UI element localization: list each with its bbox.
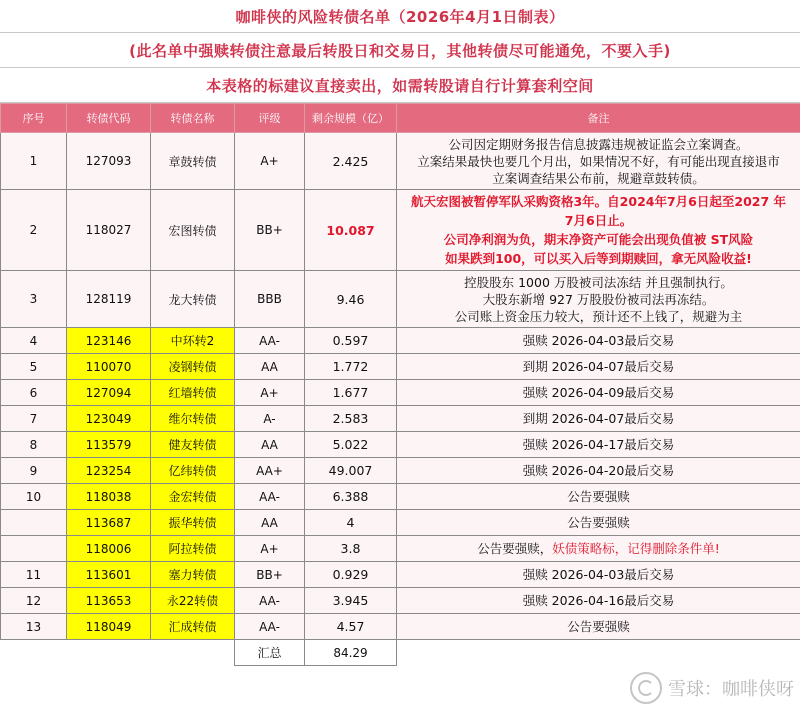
table-row	[1, 133, 800, 190]
cell-rating: A+	[235, 133, 305, 190]
summary-row	[1, 640, 800, 666]
bond-table	[0, 103, 800, 666]
table-row	[1, 380, 800, 406]
cell-code: 128119	[67, 271, 151, 328]
cell-seq: 3	[1, 271, 67, 328]
empty-cell	[1, 640, 67, 666]
cell-seq: 1	[1, 133, 67, 190]
table-row	[1, 328, 800, 354]
cell-note: 公告要强赎	[397, 484, 800, 510]
note-text: 公告要强赎，	[477, 541, 553, 556]
cell-seq: 2	[1, 190, 67, 271]
cell-rating: AA-	[235, 484, 305, 510]
cell-seq	[1, 536, 67, 562]
watermark-text: 雪球：咖啡侠呀	[668, 679, 794, 700]
cell-rating: A+	[235, 536, 305, 562]
cell-remaining: 0.929	[305, 562, 397, 588]
cell-rating: AA-	[235, 328, 305, 354]
cell-remaining: 0.597	[305, 328, 397, 354]
cell-note: 强赎 2026-04-17最后交易	[397, 432, 800, 458]
cell-remaining: 5.022	[305, 432, 397, 458]
cell-rating: BB+	[235, 562, 305, 588]
cell-remaining: 1.772	[305, 354, 397, 380]
cell-code: 113687	[67, 510, 151, 536]
cell-rating: A+	[235, 380, 305, 406]
cell-name: 章鼓转债	[151, 133, 235, 190]
summary-label: 汇总	[235, 640, 305, 666]
snowball-logo-icon	[630, 672, 662, 704]
header-note: 备注	[397, 104, 800, 133]
cell-code: 118027	[67, 190, 151, 271]
cell-remaining: 4	[305, 510, 397, 536]
cell-rating: AA	[235, 432, 305, 458]
cell-name: 汇成转债	[151, 614, 235, 640]
cell-name: 振华转债	[151, 510, 235, 536]
table-row	[1, 510, 800, 536]
cell-remaining: 3.945	[305, 588, 397, 614]
cell-note: 强赎 2026-04-20最后交易	[397, 458, 800, 484]
cell-code: 118006	[67, 536, 151, 562]
cell-name: 中环转2	[151, 328, 235, 354]
note-line: 公司因定期财务报告信息披露违规被证监会立案调查。	[448, 136, 749, 152]
cell-rating: AA+	[235, 458, 305, 484]
cell-remaining: 6.388	[305, 484, 397, 510]
cell-code: 127093	[67, 133, 151, 190]
cell-remaining: 10.087	[305, 190, 397, 271]
cell-rating: AA	[235, 354, 305, 380]
header-remaining: 剩余规模（亿）	[305, 104, 397, 133]
cell-remaining: 2.425	[305, 133, 397, 190]
empty-cell	[397, 640, 800, 666]
header-rating: 评级	[235, 104, 305, 133]
cell-remaining: 3.8	[305, 536, 397, 562]
cell-name: 健友转债	[151, 432, 235, 458]
table-row	[1, 406, 800, 432]
cell-note: 强赎 2026-04-16最后交易	[397, 588, 800, 614]
empty-cell	[67, 640, 151, 666]
cell-code: 127094	[67, 380, 151, 406]
cell-note: 强赎 2026-04-03最后交易	[397, 562, 800, 588]
empty-cell	[151, 640, 235, 666]
cell-code: 113579	[67, 432, 151, 458]
cell-rating: BBB	[235, 271, 305, 328]
note-line: 航天宏图被暂停军队采购资格3年。自2024年7月6日起至2027 年	[410, 194, 787, 209]
cell-name: 龙大转债	[151, 271, 235, 328]
note-line: 控股股东 1000 万股被司法冻结 并且强制执行。	[464, 274, 733, 290]
cell-remaining: 1.677	[305, 380, 397, 406]
table-row	[1, 614, 800, 640]
cell-rating: BB+	[235, 190, 305, 271]
table-row	[1, 354, 800, 380]
table-row	[1, 458, 800, 484]
note-line: 公司净利润为负，期末净资产可能会出现负值被 ST风险	[443, 232, 754, 247]
cell-note: 强赎 2026-04-03最后交易	[397, 328, 800, 354]
cell-name: 亿纬转债	[151, 458, 235, 484]
cell-remaining: 4.57	[305, 614, 397, 640]
header-code: 转债代码	[67, 104, 151, 133]
cell-name: 金宏转债	[151, 484, 235, 510]
cell-seq: 12	[1, 588, 67, 614]
cell-seq: 6	[1, 380, 67, 406]
note-line: 7月6日止。	[564, 213, 633, 228]
note-line: 大股东新增 927 万股股份被司法再冻结。	[482, 291, 715, 307]
cell-rating: A-	[235, 406, 305, 432]
cell-rating: AA-	[235, 588, 305, 614]
cell-seq: 9	[1, 458, 67, 484]
table-row	[1, 432, 800, 458]
cell-seq: 5	[1, 354, 67, 380]
cell-seq: 8	[1, 432, 67, 458]
cell-name: 阿拉转债	[151, 536, 235, 562]
cell-seq	[1, 510, 67, 536]
sheet-notice: 本表格的标建议直接卖出，如需转股请自行计算套利空间	[0, 68, 800, 103]
watermark	[630, 672, 794, 704]
cell-note: 到期 2026-04-07最后交易	[397, 406, 800, 432]
summary-value: 84.29	[305, 640, 397, 666]
cell-remaining: 49.007	[305, 458, 397, 484]
cell-rating: AA	[235, 510, 305, 536]
cell-name: 宏图转债	[151, 190, 235, 271]
sheet-subtitle: (此名单中强赎转债注意最后转股日和交易日，其他转债尽可能通免，不要入手)	[0, 33, 800, 68]
cell-name: 红墙转债	[151, 380, 235, 406]
cell-note	[397, 133, 800, 190]
cell-rating: AA-	[235, 614, 305, 640]
header-name: 转债名称	[151, 104, 235, 133]
note-line: 公司账上资金压力较大，预计还不上钱了，规避为主	[454, 308, 743, 324]
table-row	[1, 484, 800, 510]
cell-note: 强赎 2026-04-09最后交易	[397, 380, 800, 406]
table-row	[1, 190, 800, 271]
cell-seq: 10	[1, 484, 67, 510]
table-header-row	[1, 104, 800, 133]
header-seq: 序号	[1, 104, 67, 133]
table-row	[1, 271, 800, 328]
note-warning: 妖债策略标，记得删除条件单!	[552, 541, 720, 556]
table-row	[1, 588, 800, 614]
cell-code: 110070	[67, 354, 151, 380]
cell-remaining: 2.583	[305, 406, 397, 432]
cell-seq: 7	[1, 406, 67, 432]
cell-note: 公告要强赎	[397, 614, 800, 640]
cell-code: 113653	[67, 588, 151, 614]
note-line: 如果跌到100，可以买入后等到期赎回，拿无风险收益!	[445, 251, 752, 266]
cell-seq: 13	[1, 614, 67, 640]
cell-code: 123049	[67, 406, 151, 432]
cell-name: 塞力转债	[151, 562, 235, 588]
cell-note: 到期 2026-04-07最后交易	[397, 354, 800, 380]
cell-code: 123146	[67, 328, 151, 354]
cell-note: 公告要强赎	[397, 510, 800, 536]
cell-code: 118038	[67, 484, 151, 510]
cell-seq: 4	[1, 328, 67, 354]
cell-name: 维尔转债	[151, 406, 235, 432]
note-line: 立案调查结果公布前，规避章鼓转债。	[492, 170, 705, 186]
table-row	[1, 562, 800, 588]
table-row	[1, 536, 800, 562]
cell-note	[397, 271, 800, 328]
cell-name: 永22转债	[151, 588, 235, 614]
cell-note	[397, 536, 800, 562]
cell-remaining: 9.46	[305, 271, 397, 328]
cell-name: 凌钢转债	[151, 354, 235, 380]
cell-code: 123254	[67, 458, 151, 484]
cell-code: 113601	[67, 562, 151, 588]
sheet-title: 咖啡侠的风险转债名单（2026年4月1日制表）	[0, 0, 800, 33]
note-line: 立案结果最快也要几个月出，如果情况不好，有可能出现直接退市	[417, 153, 780, 169]
cell-seq: 11	[1, 562, 67, 588]
cell-code: 118049	[67, 614, 151, 640]
cell-note	[397, 190, 800, 271]
